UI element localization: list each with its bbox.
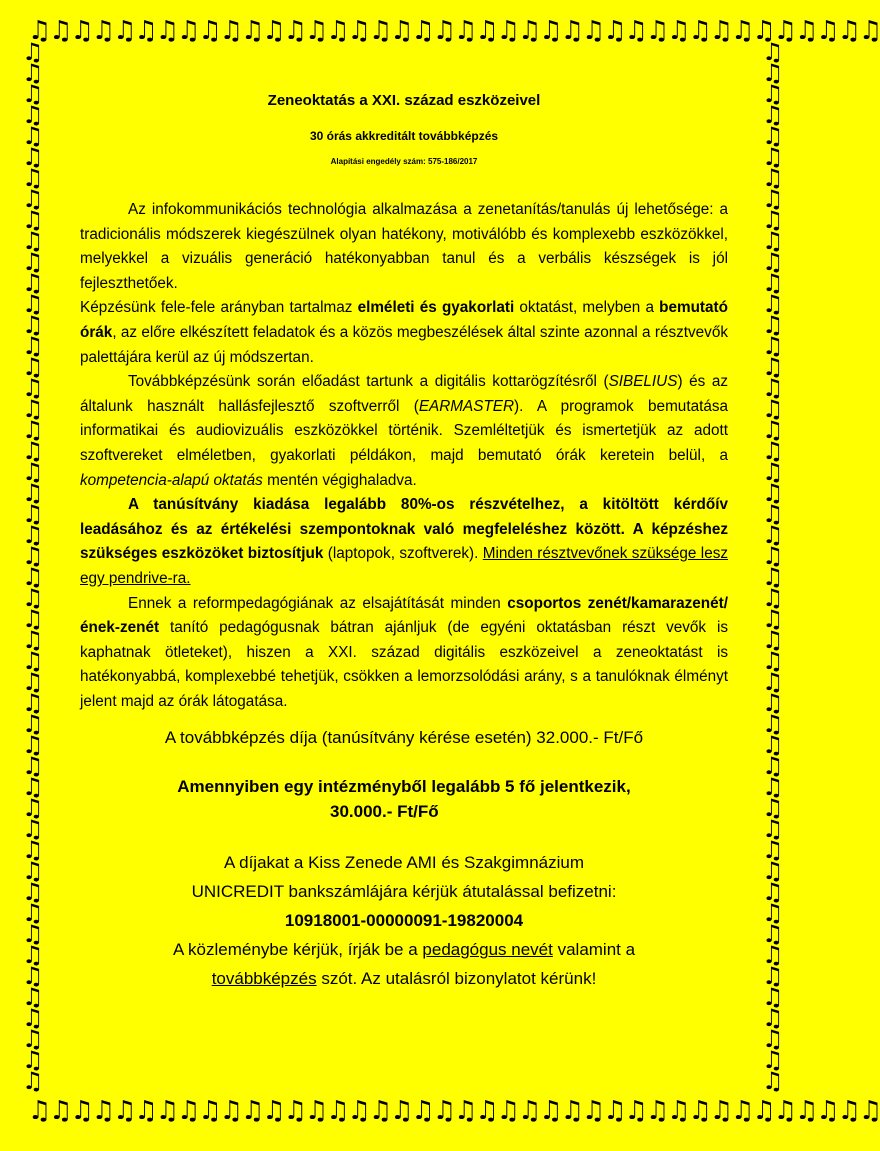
music-note-border-bottom: ♫♫♫♫♫♫♫♫♫♫♫♫♫♫♫♫♫♫♫♫♫♫♫♫♫♫♫♫♫♫♫♫♫♫♫♫♫♫♫♫ <box>28 1096 880 1126</box>
music-note-icon: ♫ <box>762 1067 784 1095</box>
music-note-icon: ♫ <box>762 878 784 906</box>
text: oktatást, melyben a <box>514 299 660 317</box>
italic-text: EARMASTER <box>418 397 515 415</box>
music-note-icon: ♫ <box>762 395 784 423</box>
music-note-icon: ♫ <box>762 899 784 927</box>
music-note-border-left <box>22 38 52 1102</box>
music-note-icon: ♫ <box>22 605 44 633</box>
text: A közleménybe kérjük, írják be a <box>172 940 423 960</box>
bold-text: elméleti és gyakorlati <box>357 299 515 317</box>
music-note-icon: ♫ <box>762 962 784 990</box>
music-note-icon: ♫ <box>22 584 44 612</box>
music-note-icon: ♫ <box>22 773 44 801</box>
music-note-icon: ♫ <box>22 80 44 108</box>
text: ) és az általunk használt hallásfejlesztő szoftverről ( <box>80 373 728 415</box>
music-note-icon: ♫ <box>22 332 44 360</box>
discount-line-1: Amennyiben egy intézményből legalább 5 fő jelentkezik, <box>177 777 631 797</box>
music-note-icon: ♫ <box>22 815 44 843</box>
music-note-icon: ♫ <box>762 332 784 360</box>
music-note-icon: ♫ <box>762 101 784 129</box>
music-note-icon: ♫ <box>22 101 44 129</box>
music-note-icon: ♫ <box>22 710 44 738</box>
music-note-icon: ♫ <box>22 689 44 717</box>
music-note-icon: ♫ <box>762 143 784 171</box>
music-note-icon: ♫ <box>762 584 784 612</box>
music-note-icon: ♫ <box>22 479 44 507</box>
music-note-icon: ♫ <box>762 710 784 738</box>
payment-line-5 <box>80 964 728 993</box>
music-note-icon: ♫ <box>762 1025 784 1053</box>
music-note-icon: ♫ <box>22 899 44 927</box>
music-note-icon: ♫ <box>22 206 44 234</box>
music-note-icon: ♫ <box>762 752 784 780</box>
music-note-icon: ♫ <box>762 248 784 276</box>
body-text <box>80 198 728 714</box>
text: Ennek a reformpedagógiának az elsajátítását minden <box>128 594 508 612</box>
music-note-icon: ♫ <box>22 458 44 486</box>
text: Továbbképzésünk során előadást tartunk a digitális kottarögzítésről ( <box>128 373 609 391</box>
music-note-icon: ♫ <box>762 941 784 969</box>
music-note-icon: ♫ <box>22 500 44 528</box>
music-note-icon: ♫ <box>22 752 44 780</box>
music-note-icon: ♫ <box>22 227 44 255</box>
subtitle: 30 órás akkreditált továbbképzés <box>309 129 499 143</box>
music-note-icon: ♫ <box>22 647 44 675</box>
payment-block <box>80 848 728 993</box>
music-note-icon: ♫ <box>762 500 784 528</box>
music-note-icon: ♫ <box>22 1025 44 1053</box>
text: (laptopok, szoftverek). <box>323 545 483 563</box>
music-note-icon: ♫ <box>22 248 44 276</box>
music-note-icon: ♫ <box>22 311 44 339</box>
music-note-icon: ♫ <box>22 416 44 444</box>
music-note-icon: ♫ <box>22 836 44 864</box>
music-note-icon: ♫ <box>762 815 784 843</box>
music-note-icon: ♫ <box>762 857 784 885</box>
music-note-icon: ♫ <box>762 227 784 255</box>
music-note-icon: ♫ <box>762 290 784 318</box>
music-note-icon: ♫ <box>762 563 784 591</box>
payment-line-2: UNICREDIT bankszámlájára kérjük átutalással befizetni: <box>191 882 617 902</box>
italic-text: SIBELIUS <box>608 373 678 391</box>
music-note-icon: ♫ <box>22 626 44 654</box>
music-note-icon: ♫ <box>22 395 44 423</box>
music-note-icon: ♫ <box>762 521 784 549</box>
music-note-icon: ♫ <box>22 542 44 570</box>
music-note-icon: ♫ <box>762 1004 784 1032</box>
music-note-icon: ♫ <box>762 479 784 507</box>
music-note-icon: ♫ <box>22 290 44 318</box>
music-note-icon: ♫ <box>22 563 44 591</box>
underlined-text: pedagógus nevét <box>422 940 553 960</box>
music-note-icon: ♫ <box>22 794 44 822</box>
music-note-icon: ♫ <box>762 122 784 150</box>
music-note-icon: ♫ <box>22 983 44 1011</box>
underlined-text: továbbképzés <box>211 969 317 989</box>
music-note-icon: ♫ <box>762 626 784 654</box>
music-note-icon: ♫ <box>22 521 44 549</box>
paragraph-intro: Az infokommunikációs technológia alkalmazása a zenetanítás/tanulás új lehetősége: a tradicionális módszerek kiegészülnek olyan hatékony, motiválóbb és komplexebb eszközökkel, melyekkel a vizuális generáció hatékonyabban tanul és a verbális készségek is jól fejleszthetőek. <box>80 201 728 292</box>
discount-price: 30.000.- Ft/Fő <box>330 802 439 822</box>
music-note-icon: ♫ <box>762 185 784 213</box>
music-note-icon: ♫ <box>762 773 784 801</box>
text: mentén végighaladva. <box>262 471 417 489</box>
music-note-icon: ♫ <box>762 458 784 486</box>
music-note-icon: ♫ <box>22 941 44 969</box>
italic-text: kompetencia-alapú oktatás <box>80 471 263 489</box>
music-note-icon: ♫ <box>22 38 44 66</box>
music-note-icon: ♫ <box>762 983 784 1011</box>
music-note-icon: ♫ <box>762 437 784 465</box>
music-note-icon: ♫ <box>762 668 784 696</box>
music-note-icon: ♫ <box>22 374 44 402</box>
text: ). A programok bemutatása informatikai és audiovizuális eszközökkel történik. Szemléltetjük és ismertetjük az adott szoftvereket elméletben, gyakorlati példákon, majd bemutató órák keretein belül, a <box>80 397 728 464</box>
text: Képzésünk fele-fele arányban tartalmaz <box>80 299 358 317</box>
music-note-icon: ♫ <box>22 731 44 759</box>
music-note-icon: ♫ <box>762 794 784 822</box>
music-note-icon: ♫ <box>762 731 784 759</box>
music-note-icon: ♫ <box>762 416 784 444</box>
payment-line-4 <box>80 935 728 964</box>
music-note-border-right <box>762 38 792 1102</box>
music-note-icon: ♫ <box>762 542 784 570</box>
music-note-icon: ♫ <box>22 878 44 906</box>
music-note-icon: ♫ <box>762 59 784 87</box>
music-note-icon: ♫ <box>22 668 44 696</box>
paragraph-training <box>80 296 728 370</box>
music-note-icon: ♫ <box>22 962 44 990</box>
music-note-icon: ♫ <box>22 122 44 150</box>
text: , az előre elkészített feladatok és a közös megbeszélések által szinte azonnal a résztvevők palettájára kerül az új módszertan. <box>80 323 728 366</box>
music-note-icon: ♫ <box>762 920 784 948</box>
music-note-icon: ♫ <box>762 38 784 66</box>
music-note-icon: ♫ <box>762 80 784 108</box>
payment-line-1: A díjakat a Kiss Zenede AMI és Szakgimnázium <box>223 853 584 873</box>
music-note-icon: ♫ <box>22 269 44 297</box>
permit-number: Alapítási engedély szám: 575-186/2017 <box>330 157 478 166</box>
paragraph-recommendation <box>80 592 728 715</box>
music-note-icon: ♫ <box>22 857 44 885</box>
music-note-icon: ♫ <box>22 920 44 948</box>
music-note-icon: ♫ <box>762 353 784 381</box>
music-note-icon: ♫ <box>762 647 784 675</box>
music-note-icon: ♫ <box>22 437 44 465</box>
page-title: Zeneoktatás a XXI. század eszközeivel <box>267 92 541 109</box>
paragraph-software <box>80 370 728 493</box>
text: tanító pedagógusnak bátran ajánljuk (de egyéni oktatásban részt vevők is kaphatnak ötleteket), hiszen a XXI. század digitális eszközeivel a zeneoktatást is hatékonyabbá, komplexebbé tehetjük, csökken a lemorzsolódási arány, s a tanulóknak élményt jelent majd az órák látogatása. <box>80 619 728 710</box>
underlined-text: Minden résztvevőnek szüksége lesz egy pendrive-ra. <box>80 545 728 587</box>
music-note-icon: ♫ <box>22 353 44 381</box>
music-note-icon: ♫ <box>762 1046 784 1074</box>
music-note-icon: ♫ <box>22 1067 44 1095</box>
music-note-icon: ♫ <box>22 185 44 213</box>
music-note-border-top: ♫♫♫♫♫♫♫♫♫♫♫♫♫♫♫♫♫♫♫♫♫♫♫♫♫♫♫♫♫♫♫♫♫♫♫♫♫♫♫♫ <box>28 16 880 46</box>
text: valamint a <box>552 940 636 960</box>
music-note-icon: ♫ <box>22 164 44 192</box>
paragraph-certificate <box>80 493 728 591</box>
flyer-content <box>80 92 728 993</box>
music-note-icon: ♫ <box>762 269 784 297</box>
music-note-icon: ♫ <box>762 164 784 192</box>
account-text: 10918001-00000091-19820004 <box>284 911 524 931</box>
music-note-icon: ♫ <box>762 836 784 864</box>
music-note-icon: ♫ <box>762 605 784 633</box>
music-note-icon: ♫ <box>22 59 44 87</box>
music-note-icon: ♫ <box>22 1046 44 1074</box>
fee-line: A továbbképzés díja (tanúsítvány kérése esetén) 32.000.- Ft/Fő <box>164 728 644 748</box>
music-note-icon: ♫ <box>762 374 784 402</box>
music-note-icon: ♫ <box>22 1004 44 1032</box>
text: szót. Az utalásról bizonylatot kérünk! <box>316 969 597 989</box>
music-note-icon: ♫ <box>762 311 784 339</box>
music-note-icon: ♫ <box>762 206 784 234</box>
discount-block <box>80 774 728 824</box>
bold-text: bemutató órák <box>80 299 728 341</box>
bold-text: csoportos zenét/kamarazenét/ének-zenét <box>80 594 728 637</box>
bank-account-number <box>80 906 728 935</box>
music-note-icon: ♫ <box>22 143 44 171</box>
bold-text: A tanúsítvány kiadása legalább 80%-os részvételhez, a kitöltött kérdőív leadásához és az értékelési szempontoknak való megfeleléshez között. A képzéshez szükséges eszközöket biztosítjuk <box>80 496 728 563</box>
music-note-icon: ♫ <box>762 689 784 717</box>
